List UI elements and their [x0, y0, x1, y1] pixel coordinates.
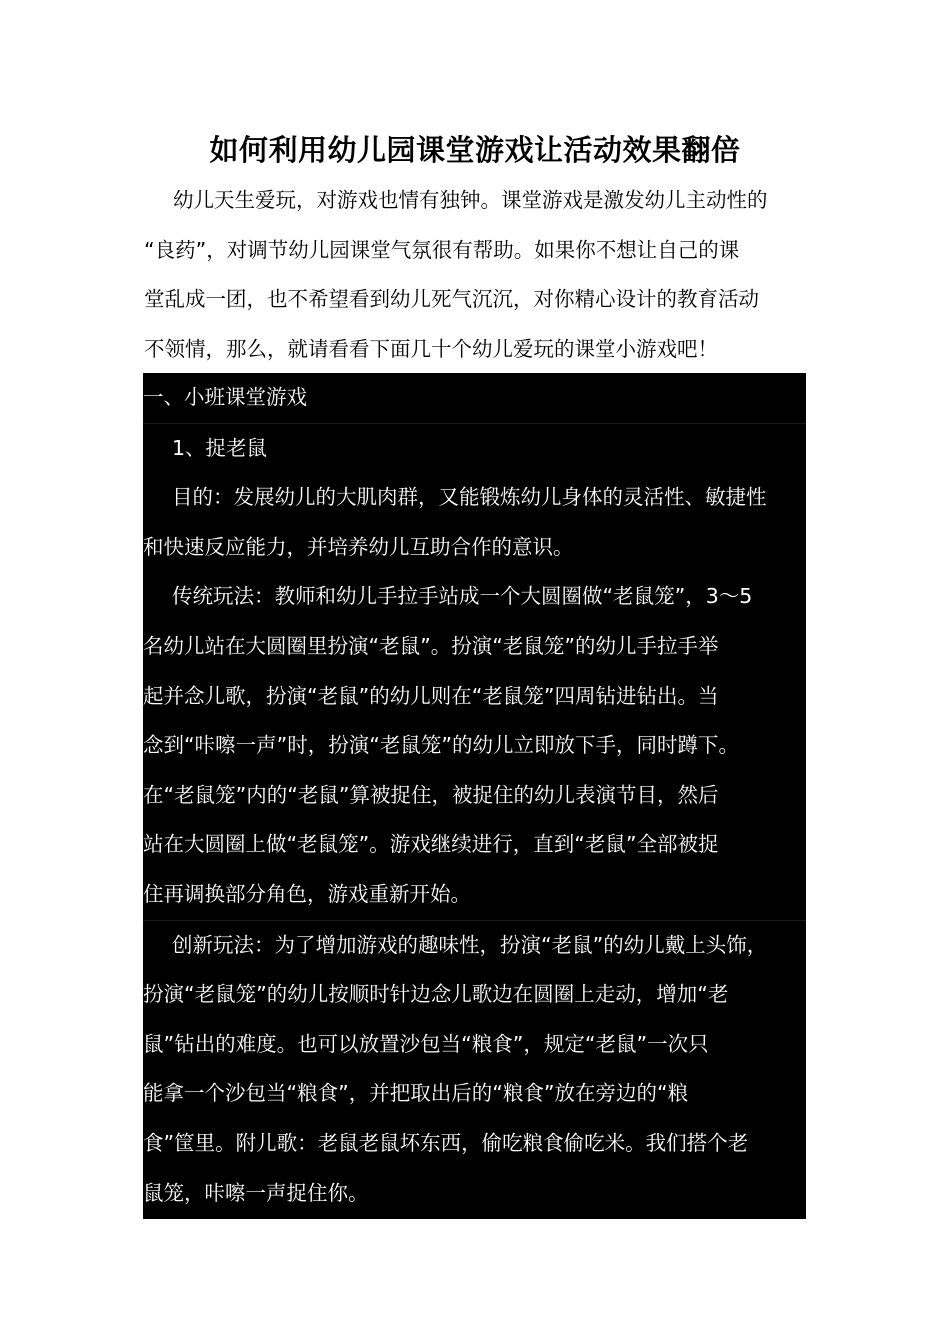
text-line: 站在大圆圈上做“老鼠笼”。游戏继续进行，直到“老鼠”全部被捉 [143, 832, 719, 857]
text-line: 名幼儿站在大圆圈里扮演“老鼠”。扮演“老鼠笼”的幼儿手拉手举 [143, 633, 719, 658]
text-line: 堂乱成一团，也不希望看到幼儿死气沉沉，对你精心设计的教育活动 [144, 287, 759, 312]
highlighted-section [143, 373, 806, 1219]
text-line: 能拿一个沙包当“粮食”，并把取出后的“粮食”放在旁边的“粮 [143, 1081, 689, 1106]
text-line: 目的：发展幼儿的大肌肉群，又能锻炼幼儿身体的灵活性、敏捷性 [172, 485, 767, 510]
text-line: 食”筐里。附儿歌：老鼠老鼠坏东西，偷吃粮食偷吃米。我们搭个老 [143, 1130, 749, 1155]
text-line: 幼儿天生爱玩，对游戏也情有独钟。课堂游戏是激发幼儿主动性的 [173, 188, 768, 212]
text-line: 在“老鼠笼”内的“老鼠”算被捉住，被捉住的幼儿表演节目，然后 [143, 782, 719, 807]
intro-paragraph [144, 176, 808, 374]
text-line: 不领情，那么，就请看看下面几十个幼儿爱玩的课堂小游戏吧！ [144, 336, 718, 361]
document-title: 如何利用幼儿园课堂游戏让活动效果翻倍 [209, 133, 741, 167]
section-heading: 一、小班课堂游戏 [143, 385, 307, 409]
text-line: “良药”，对调节幼儿园课堂气氛很有帮助。如果你不想让自己的课 [144, 237, 740, 262]
text-line: 鼠笼，咔嚓一声捉住你。 [143, 1180, 369, 1205]
text-line: 创新玩法：为了增加游戏的趣味性，扮演“老鼠”的幼儿戴上头饰， [143, 920, 806, 971]
text-line: 住再调换部分角色，游戏重新开始。 [143, 881, 471, 906]
text-line: 鼠”钻出的难度。也可以放置沙包当“粮食”，规定“老鼠”一次只 [143, 1031, 709, 1056]
text-line: 起并念儿歌，扮演“老鼠”的幼儿则在“老鼠笼”四周钻进钻出。当 [143, 683, 719, 708]
text-line: 传统玩法：教师和幼儿手拉手站成一个大圆圈做“老鼠笼”，3～5 [172, 584, 753, 609]
text-line: 和快速反应能力，并培养幼儿互助合作的意识。 [143, 534, 574, 559]
text-line: 念到“咔嚓一声”时，扮演“老鼠笼”的幼儿立即放下手，同时蹲下。 [143, 733, 739, 758]
game-title: 1、捉老鼠 [143, 423, 806, 474]
text-line: 扮演“老鼠笼”的幼儿按顺时针边念儿歌边在圆圈上走动，增加“老 [143, 982, 729, 1007]
